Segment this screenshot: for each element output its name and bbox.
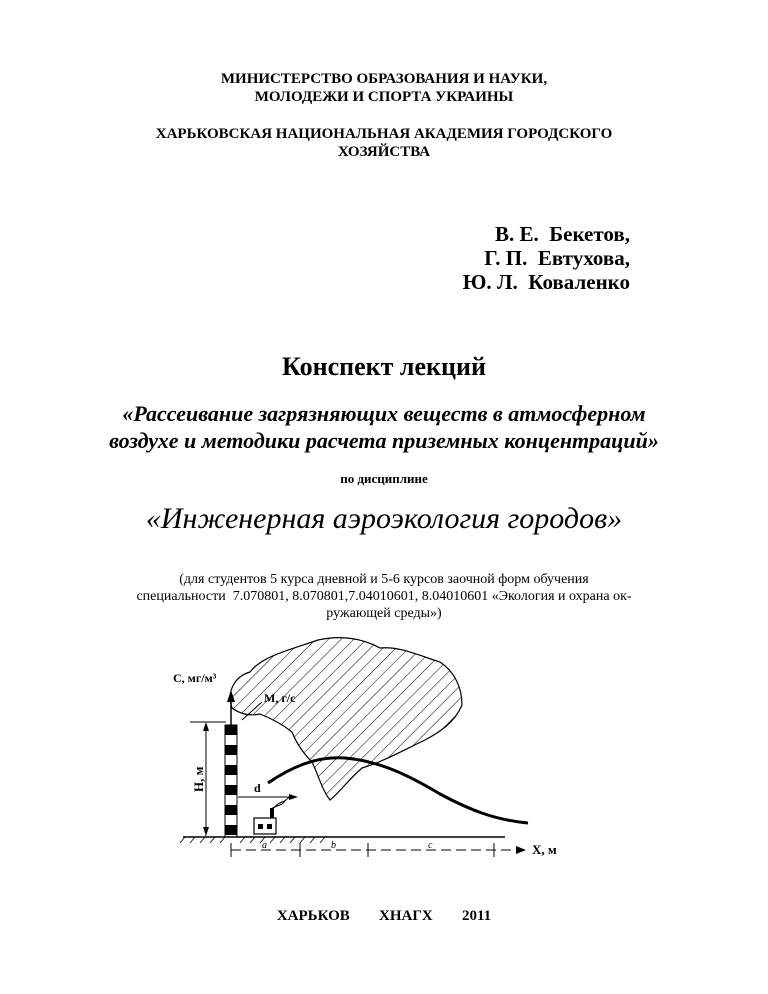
y-axis-label: С, мг/м³ xyxy=(173,671,217,685)
concentration-curve xyxy=(268,758,528,823)
author-3: Ю. Л. Коваленко xyxy=(462,270,630,294)
ministry-line-1: МИНИСТЕРСТВО ОБРАЗОВАНИЯ И НАУКИ, xyxy=(220,71,548,87)
discipline-title: «Инженерная аэроэкология городов» xyxy=(145,502,623,535)
segment-c-label: c xyxy=(428,840,433,851)
distance-arrow-icon xyxy=(289,794,298,800)
document-type-title: Конспект лекций xyxy=(282,352,486,381)
subject-line-1: «Рассеивание загрязняющих веществ в атмосферном xyxy=(122,401,646,426)
chimney-stack xyxy=(225,725,237,837)
audience-line-2: специальности 7.070801, 8.070801,7.04010601, 8.04010601 «Экология и охрана ок- xyxy=(136,589,632,604)
smoke-plume xyxy=(230,638,462,800)
academy-line-2: ХОЗЯЙСТВА xyxy=(337,144,431,160)
imprint-footer: ХАРЬКОВ ХНАГХ 2011 xyxy=(276,908,492,924)
height-arrow-bottom-icon xyxy=(203,827,209,836)
subject-line-2: воздухе и методики расчета приземных концентраций» xyxy=(109,428,659,453)
x-axis-label: Х, м xyxy=(532,842,557,857)
emission-label: М, г/с xyxy=(264,691,296,705)
audience-line-1: (для студентов 5 курса дневной и 5-6 курсов заочной форм обучения xyxy=(179,572,589,587)
by-discipline-label: по дисциплине xyxy=(340,471,428,486)
height-label: Н, м xyxy=(191,766,206,792)
ministry-line-2: МОЛОДЕЖИ И СПОРТА УКРАИНЫ xyxy=(254,89,514,105)
height-arrow-top-icon xyxy=(203,722,209,731)
author-2: Г. П. Евтухова, xyxy=(484,246,630,270)
academy-line-1: ХАРЬКОВСКАЯ НАЦИОНАЛЬНАЯ АКАДЕМИЯ ГОРОДСКОГО xyxy=(155,126,613,142)
distance-label: d xyxy=(254,781,261,795)
segment-a-label: a xyxy=(262,840,267,851)
factory-icon xyxy=(254,796,290,834)
segment-b-label: b xyxy=(331,840,336,851)
ground-hatching xyxy=(180,837,325,843)
x-axis-arrow-icon xyxy=(516,846,526,854)
author-1: В. Е. Бекетов, xyxy=(495,222,630,246)
audience-line-3: ружающей среды») xyxy=(326,606,442,621)
